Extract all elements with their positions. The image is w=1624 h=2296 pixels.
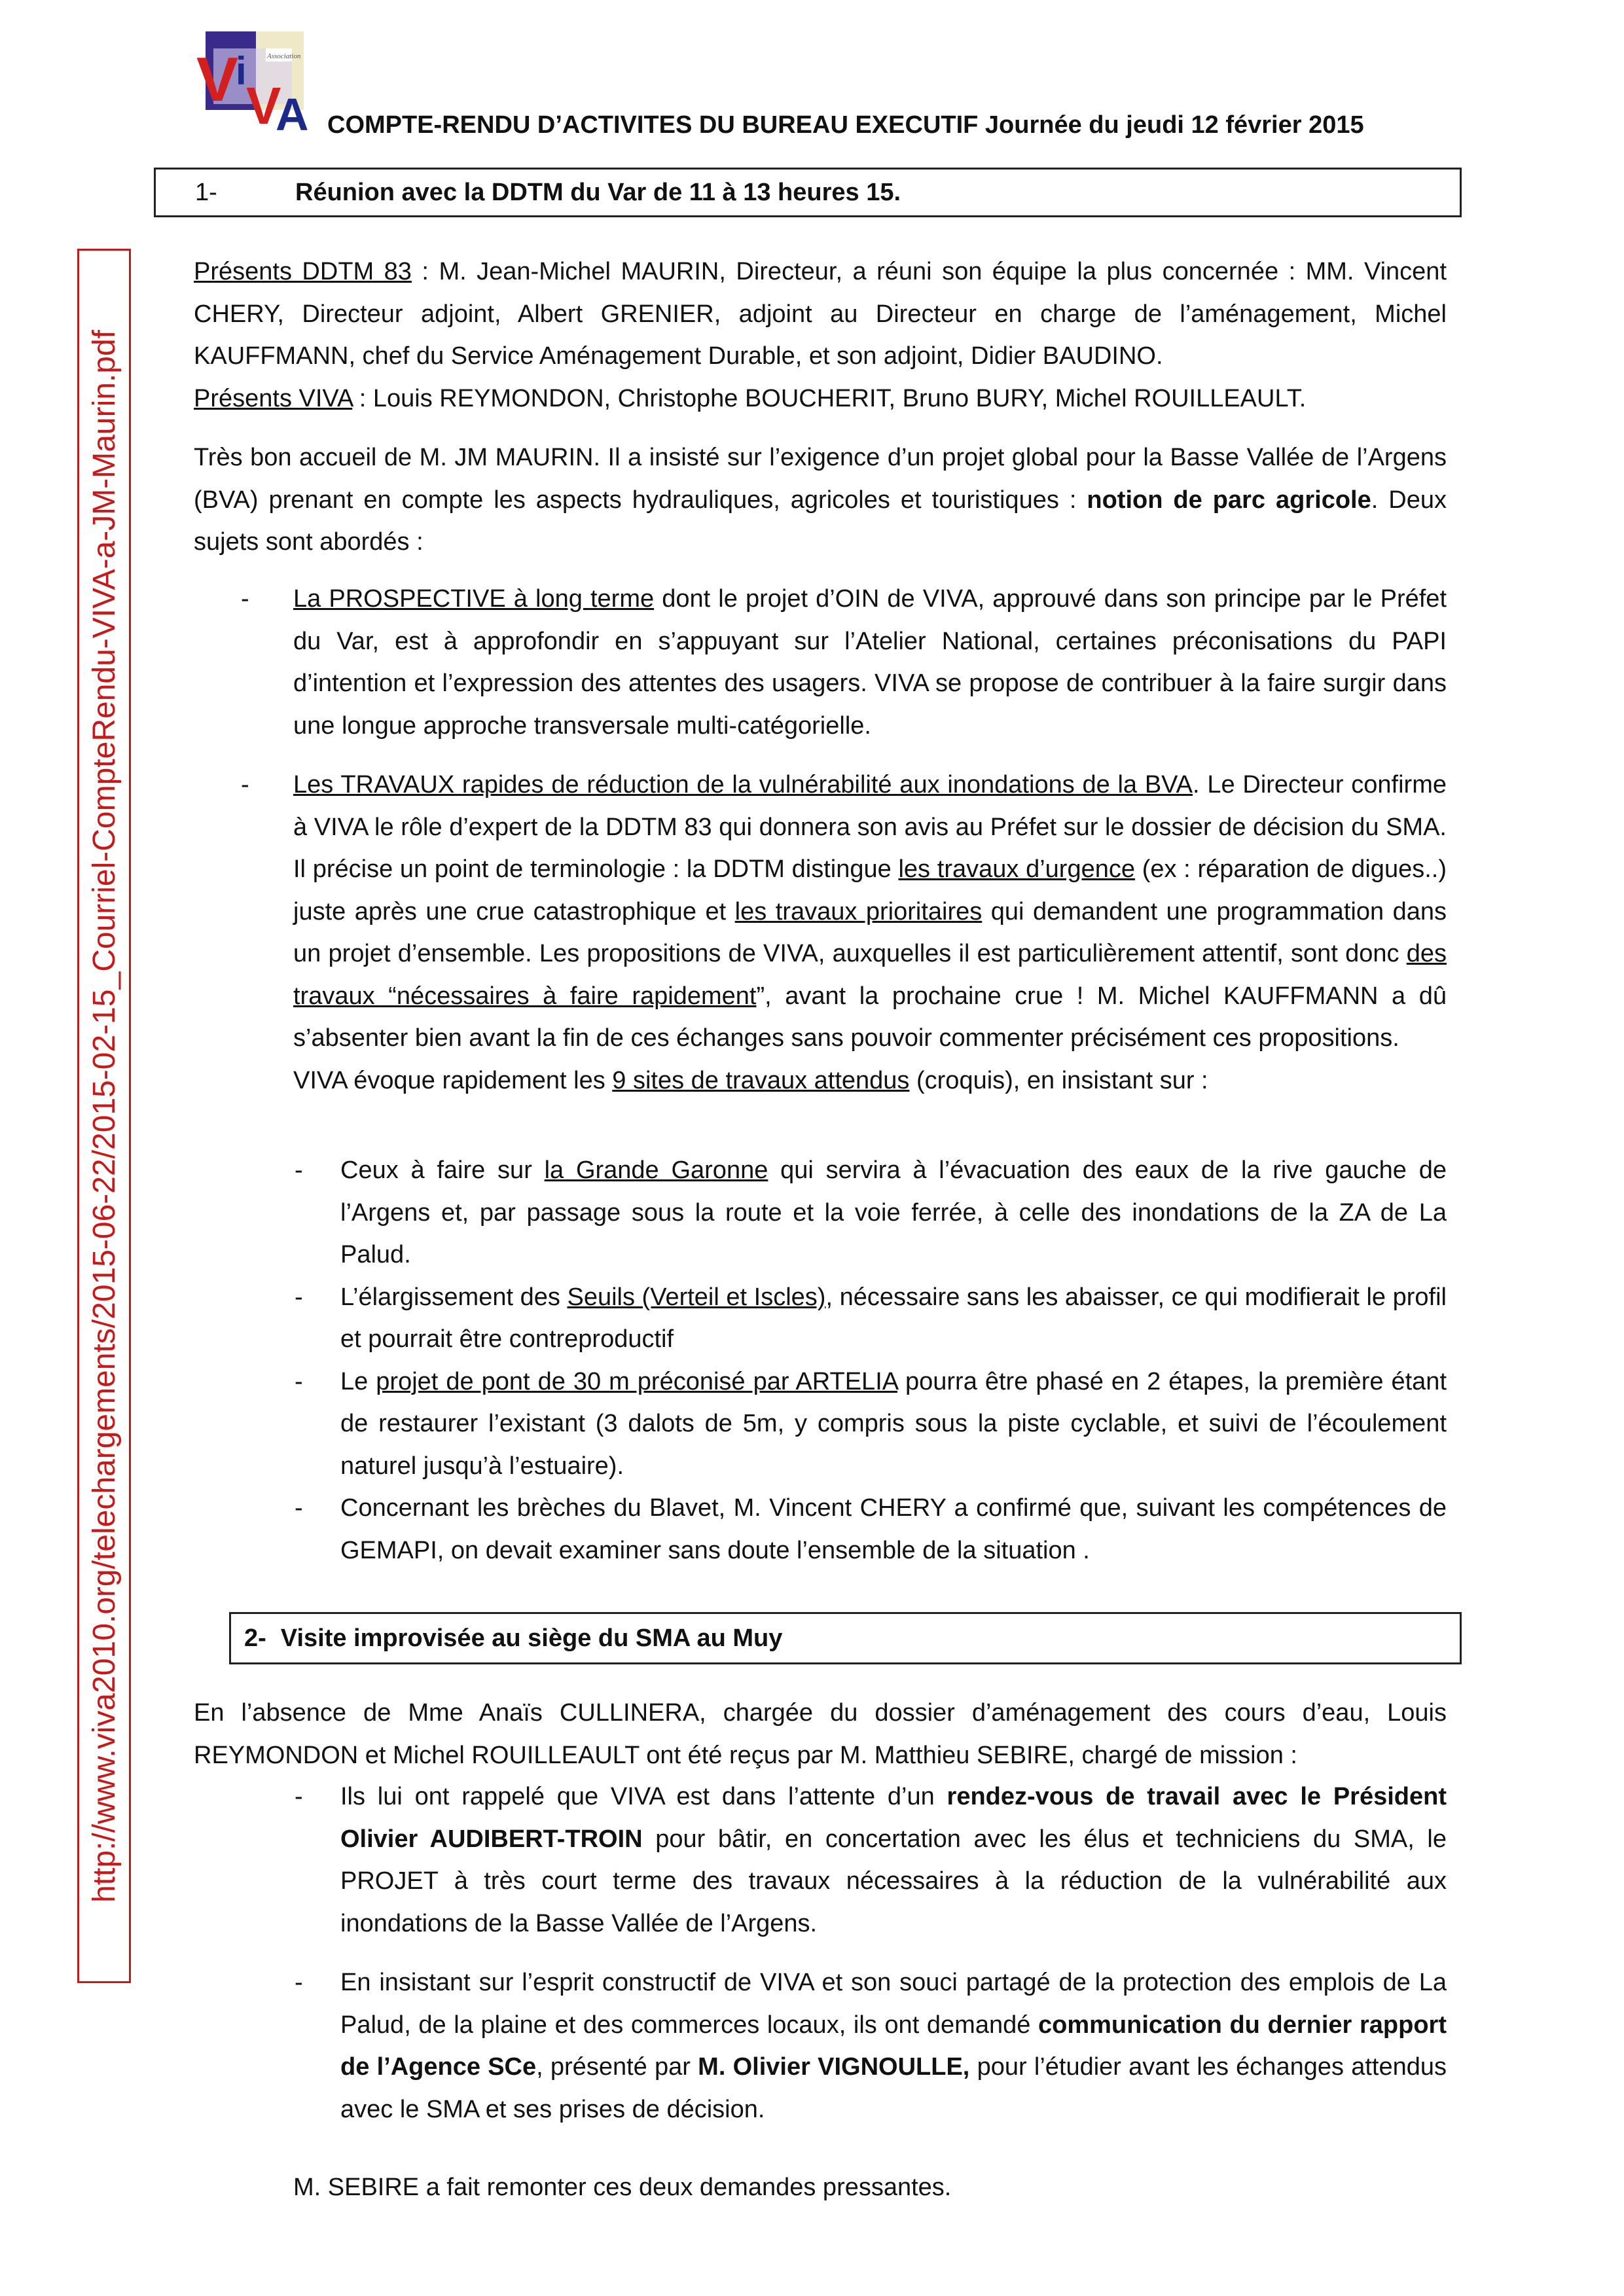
section-2-closing — [293, 2166, 1447, 2209]
source-url: http://www.viva2010.org/telechargements/2015-06-22/2015-02-15_Courriel-CompteRendu-VIVA-a-JM-Maurin.pdf — [86, 329, 122, 1903]
source-url-stamp — [77, 249, 131, 1983]
section-2-title: Visite improvisée au siège du SMA au Muy — [280, 1624, 783, 1652]
bullet-rapport-sce: - En insistant sur l’esprit constructif de VIVA et son souci partagé de la protection des emplois de La Palud, de la plaine et des commerces locaux, ils ont demandé communication du dernier rapport de l’Agence SCe, présenté par M. Olivier VIGNOULLE, pour l’étudier avant les échanges attendus avec le SMA et ses prises de décision. — [295, 1969, 1447, 2123]
svg-text:V: V — [246, 77, 281, 135]
section-2-intro-text: En l’absence de Mme Anaïs CULLINERA, chargée du dossier d’aménagement des cours d’eau, Louis REYMONDON et Michel ROUILLEAULT ont été reçus par M. Matthieu SEBIRE, chargé de mission : — [194, 1699, 1447, 1769]
section-1-body — [194, 251, 1447, 564]
page-title: COMPTE-RENDU D’ACTIVITES DU BUREAU EXECUTIF Journée du jeudi 12 février 2015 — [327, 111, 1364, 139]
bullet-rendez-vous: - Ils lui ont rappelé que VIVA est dans l’attente d’un rendez-vous de travail avec le Président Olivier AUDIBERT-TROIN pour bâtir, en concertation avec les élus et techniciens du SMA, le PROJET à très court terme des travaux nécessaires à la réduction de la vulnérabilité aux inondations de la Basse Vallée de l’Argens. — [295, 1783, 1447, 1937]
sub-bullet-pont: - Le projet de pont de 30 m préconisé par ARTELIA pourra être phasé en 2 étapes, la première étant de restaurer l’existant (3 dalots de 5m, y compris sous la piste cyclable, et suivi de l’écoulement naturel jusqu’à l’estuaire). — [295, 1367, 1447, 1480]
sub-bullet-blavet: - Concernant les brèches du Blavet, M. Vincent CHERY a confirmé que, suivant les compétences de GEMAPI, on devait examiner sans doute l’ensemble de la situation . — [295, 1494, 1447, 1564]
sub-bullet-garonne: - Ceux à faire sur la Grande Garonne qui servira à l’évacuation des eaux de la rive gauche de l’Argens et, par passage sous la route et la voie ferrée, à celle des inondations de la ZA de La Palud. — [295, 1157, 1447, 1268]
sub-bullet-seuils: - L’élargissement des Seuils (Verteil et Iscles), nécessaire sans les abaisser, ce qui modifierait le profil et pourrait être contreproductif — [295, 1283, 1447, 1353]
bullet-travaux: - Les TRAVAUX rapides de réduction de la vulnérabilité aux inondations de la BVA. Le Directeur confirme à VIVA le rôle d’expert de la DDTM 83 qui donnera son avis au Préfet sur le dossier de décision du SMA. Il précise un point de terminologie : la DDTM distingue les travaux d’urgence (ex : réparation de digues..) juste après une crue catastrophique et les travaux prioritaires qui demandent une programmation dans un projet d’ensemble. Les propositions de VIVA, auxquelles il est particulièrement attentif, sont donc des travaux “nécessaires à faire rapidement”, avant la prochaine crue ! M. Michel KAUFFMANN a dû s’absenter bien avant la fin de ces échanges sans pouvoir commenter précisément ces propositions. — [241, 771, 1447, 1052]
section-2-heading — [229, 1612, 1462, 1664]
svg-text:A: A — [276, 89, 309, 135]
intro-paragraph: Très bon accueil de M. JM MAURIN. Il a insisté sur l’exigence d’un projet global pour la Basse Vallée de l’Argens (BVA) prenant en compte les aspects hydrauliques, agricoles et touristiques : notion de parc agricole. Deux sujets sont abordés : — [194, 444, 1447, 556]
section-1-number: 1- — [195, 178, 217, 206]
viva-logo — [194, 22, 312, 135]
closing-text: M. SEBIRE a fait remonter ces deux demandes pressantes. — [293, 2174, 952, 2201]
section-2-intro — [194, 1692, 1447, 1776]
sites-intro: VIVA évoque rapidement les 9 sites de travaux attendus (croquis), en insistant sur : — [293, 1066, 1208, 1094]
svg-text:i: i — [236, 49, 247, 93]
svg-text:Association: Association — [267, 52, 301, 60]
presents-ddtm: Présents DDTM 83 : M. Jean-Michel MAURIN, Directeur, a réuni son équipe la plus concernée : MM. Vincent CHERY, Directeur adjoint, Albert GRENIER, adjoint au Directeur en charge de l’aménagement, Michel KAUFFMANN, chef du Service Aménagement Durable, et son adjoint, Didier BAUDINO. — [194, 258, 1447, 370]
bullet-prospective: - La PROSPECTIVE à long terme dont le projet d’OIN de VIVA, approuvé dans son principe par le Préfet du Var, est à approfondir en s’appuyant sur l’Atelier National, certaines préconisations du PAPI d’intention et l’expression des attentes des usagers. VIVA se propose de contribuer à la faire surgir dans une longue approche transversale multi-catégorielle. — [241, 585, 1447, 740]
section-2-bullets — [295, 1776, 1447, 2130]
svg-text:V: V — [196, 45, 239, 115]
section-1-heading — [154, 168, 1462, 217]
presents-viva: Présents VIVA : Louis REYMONDON, Christophe BOUCHERIT, Bruno BURY, Michel ROUILLEAULT. — [194, 384, 1307, 412]
section-1-bullets — [241, 578, 1447, 1102]
section-1-title: Réunion avec la DDTM du Var de 11 à 13 heures 15. — [295, 178, 901, 206]
section-2-number: 2- — [244, 1624, 266, 1652]
section-1-sub-bullets — [295, 1149, 1447, 1571]
